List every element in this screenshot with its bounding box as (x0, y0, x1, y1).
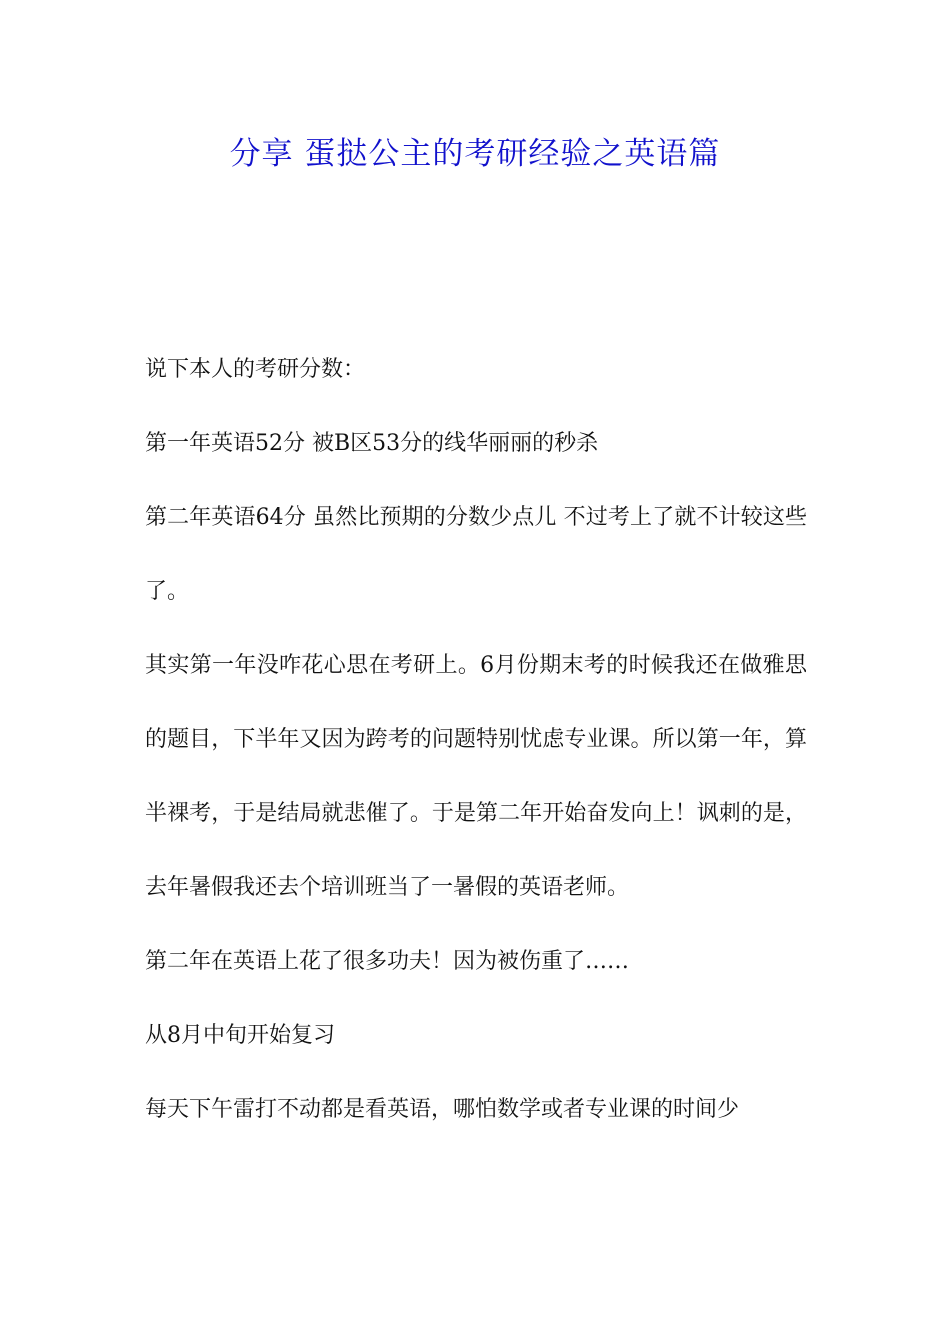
paragraph-first-year-score: 第一年英语52分 被B区53分的线华丽丽的秒杀 (145, 431, 599, 456)
paragraph-second-year-score: 第二年英语64分 虽然比预期的分数少点儿 不过考上了就不计较这些了。 (145, 505, 807, 604)
paragraph-effort: 第二年在英语上花了很多功夫！因为被伤重了…… (145, 949, 630, 974)
document-body (145, 333, 807, 1147)
paragraph-start-date: 从8月中旬开始复习 (145, 1023, 335, 1048)
paragraph-daily-routine: 每天下午雷打不动都是看英语，哪怕数学或者专业课的时间少 (145, 1097, 740, 1122)
paragraph-score-intro: 说下本人的考研分数： (145, 357, 366, 382)
document-title: 分享 蛋挞公主的考研经验之英语篇 (229, 136, 721, 172)
paragraph-background: 其实第一年没咋花心思在考研上。6月份期末考的时候我还在做雅思的题目，下半年又因为跨考的问题特别忧虑专业课。所以第一年，算半裸考，于是结局就悲催了。于是第二年开始奋发向上！讽刺的是，去年暑假我还去个培训班当了一暑假的英语老师。 (145, 653, 807, 900)
